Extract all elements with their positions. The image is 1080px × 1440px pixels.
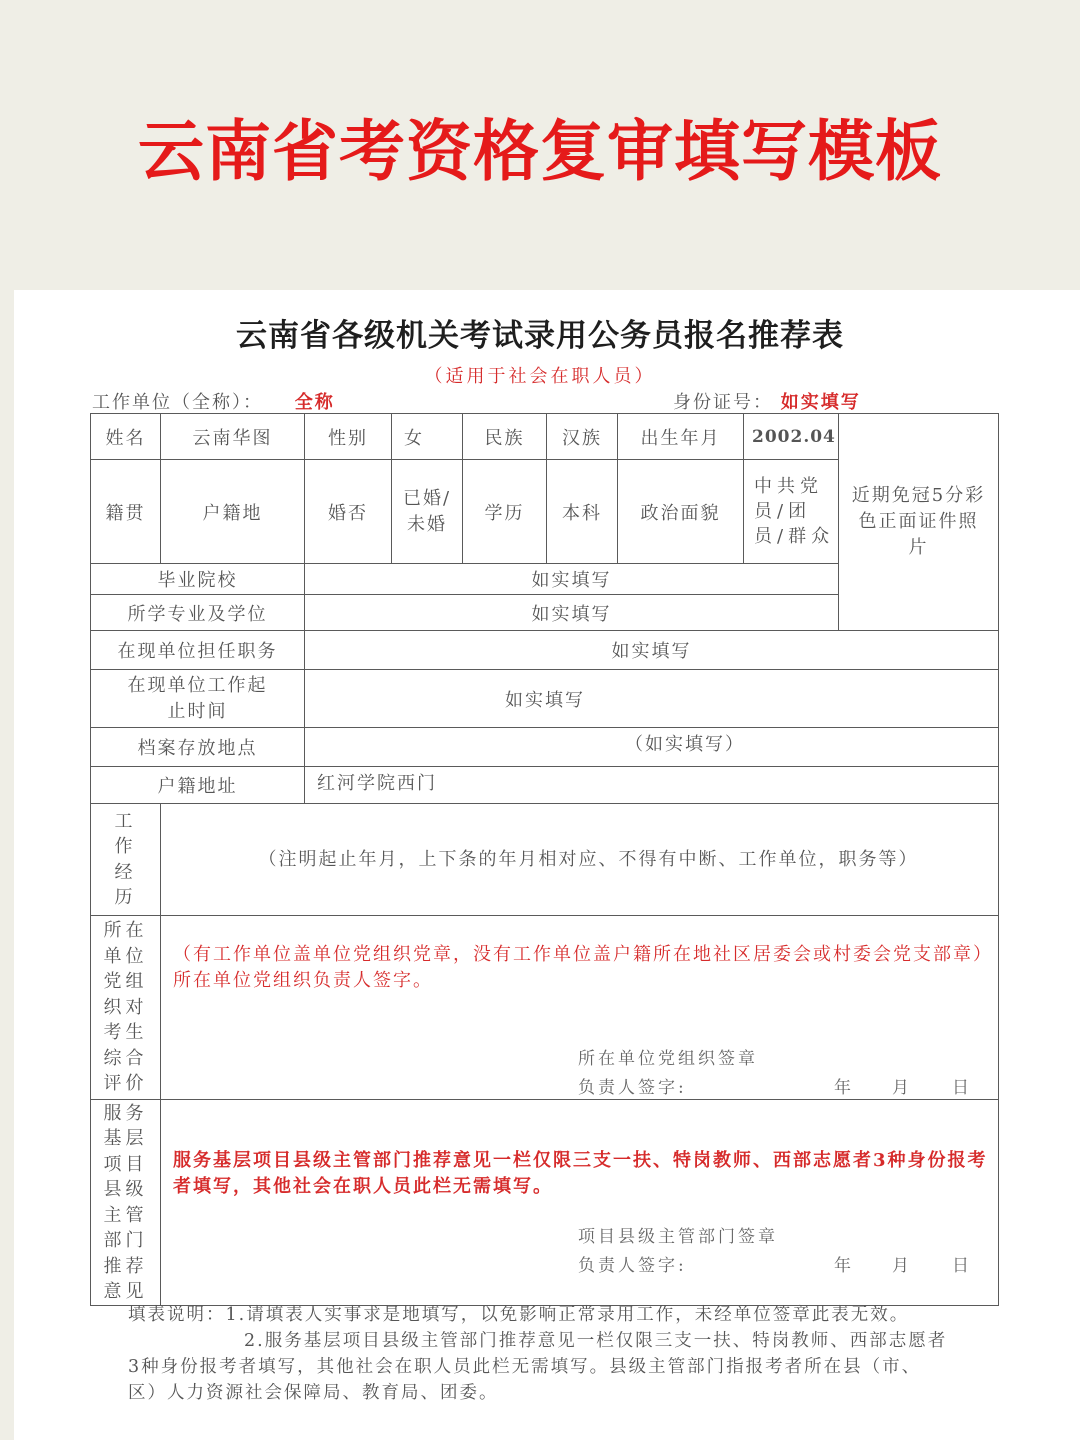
party-sign-label: 负责人签字: (578, 1078, 687, 1098)
birth-label: 出生年月 (618, 414, 744, 460)
work-time-value: 如实填写 (305, 670, 999, 728)
party-year: 年 (834, 1078, 854, 1098)
school-value: 如实填写 (305, 564, 839, 595)
education-label: 学历 (463, 460, 547, 564)
ethnicity-value: 汉族 (547, 414, 618, 460)
work-unit-line (92, 388, 335, 414)
service-day: 日 (952, 1256, 972, 1276)
service-opinion-label: 服务基层项目县级主管部门推荐意见 (91, 1100, 161, 1306)
birth-value: 2002.04 (744, 414, 839, 460)
document-title: 云南省各级机关考试录用公务员报名推荐表 (236, 318, 844, 354)
service-opinion-instruction: 服务基层项目县级主管部门推荐意见一栏仅限三支一扶、特岗教师、西部志愿者3种身份报考者填写，其他社会在职人员此栏无需填写。 (173, 1150, 988, 1197)
gender-label: 性别 (305, 414, 392, 460)
id-number-value: 如实填写 (780, 392, 861, 413)
banner-title: 云南省考资格复审填写模板 (138, 113, 942, 190)
id-number-line (673, 388, 861, 414)
name-label: 姓名 (91, 414, 161, 460)
work-unit-label: 工作单位（全称）： (92, 392, 263, 413)
party-eval-cell (161, 916, 999, 1100)
photo-area: 近期免冠5分彩色正面证件照片 (839, 414, 999, 631)
education-value: 本科 (547, 460, 618, 564)
note-2: 2.服务基层项目县级主管部门推荐意见一栏仅限三支一扶、特岗教师、西部志愿者3种身份报考者填写，其他社会在职人员此栏无需填写。县级主管部门指报考者所在县（市、区）人力资源社会保障局、教育局、团委。 (128, 1331, 948, 1403)
position-label: 在现单位担任职务 (91, 631, 305, 670)
party-eval-label: 所在单位党组织对考生综合评价 (91, 916, 161, 1100)
archive-value: （如实填写） (305, 728, 999, 767)
name-value: 云南华图 (161, 414, 305, 460)
experience-label: 工作经历 (91, 804, 161, 916)
registration-form (90, 413, 999, 1306)
party-sign-line2-row (578, 1073, 988, 1099)
gender-value: 女 (392, 414, 463, 460)
major-label: 所学专业及学位 (91, 595, 305, 631)
ethnicity-label: 民族 (463, 414, 547, 460)
work-unit-value: 全称 (294, 392, 335, 413)
experience-value: （注明起止年月，上下条的年月相对应、不得有中断、工作单位，职务等） (161, 804, 999, 916)
service-sign-label: 负责人签字: (578, 1256, 687, 1276)
party-eval-instruction: （有工作单位盖单位党组织党章，没有工作单位盖户籍所在地社区居委会或村委会党支部章）所在单位党组织负责人签字。 (173, 944, 984, 991)
native-label: 籍贯 (91, 460, 161, 564)
major-value: 如实填写 (305, 595, 839, 631)
political-label: 政治面貌 (618, 460, 744, 564)
document-subtitle: （适用于社会在职人员） (424, 366, 656, 387)
note-1: 填表说明：1.请填表人实事求是地填写，以免影响正常录用工作，未经单位签章此表无效。 (128, 1305, 910, 1325)
marital-value: 已婚/未婚 (392, 460, 463, 564)
party-day: 日 (952, 1078, 972, 1098)
native-value: 户籍地 (161, 460, 305, 564)
school-label: 毕业院校 (91, 564, 305, 595)
fill-instructions (128, 1302, 948, 1406)
work-time-label: 在现单位工作起止时间 (91, 670, 305, 728)
service-year: 年 (834, 1256, 854, 1276)
party-month: 月 (892, 1078, 912, 1098)
service-sign-line1: 项目县级主管部门签章 (578, 1227, 778, 1247)
address-value: 红河学院西门 (305, 767, 999, 804)
marital-label: 婚否 (305, 460, 392, 564)
service-sign-line2-row (578, 1251, 988, 1277)
political-value: 中共党员/团员/群众 (744, 460, 839, 564)
id-number-label: 身份证号： (673, 392, 773, 413)
position-value: 如实填写 (305, 631, 999, 670)
party-sign-line1: 所在单位党组织签章 (578, 1049, 758, 1069)
archive-label: 档案存放地点 (91, 728, 305, 767)
address-label: 户籍地址 (91, 767, 305, 804)
service-month: 月 (892, 1256, 912, 1276)
service-opinion-cell (161, 1100, 999, 1306)
